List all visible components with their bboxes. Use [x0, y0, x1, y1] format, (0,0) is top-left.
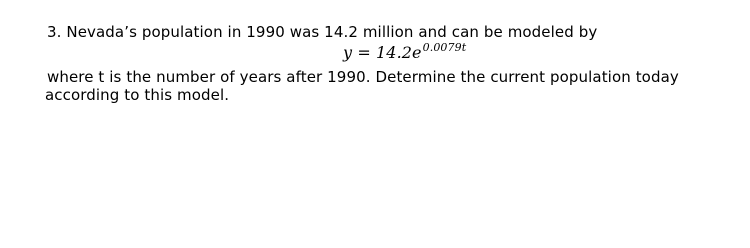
formula-base: y = 14.2e: [343, 43, 422, 62]
population-formula: [343, 42, 466, 66]
formula-exponent: 0.0079t: [422, 41, 467, 54]
problem-intro-text: 3. Nevada’s population in 1990 was 14.2 million and can be modeled by: [47, 23, 598, 41]
question-text-line-1: where t is the number of years after 1990. Determine the current population today: [47, 68, 679, 86]
question-text-line-2: according to this model.: [45, 86, 230, 104]
